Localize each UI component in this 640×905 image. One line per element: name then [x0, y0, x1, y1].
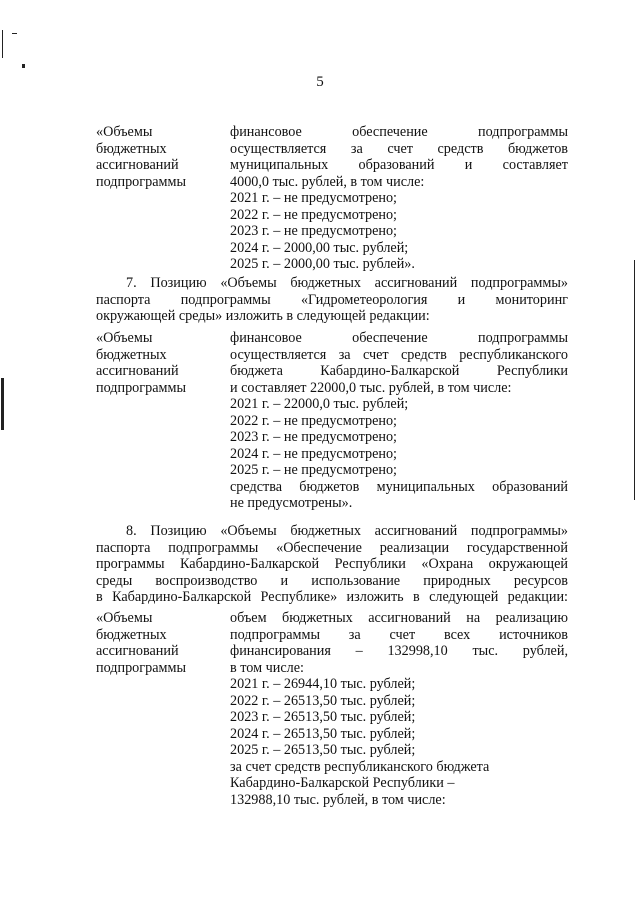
para-line: паспорта подпрограммы «Обеспечение реализации государственной [96, 539, 568, 556]
value-line: 2021 г. – не предусмотрено; [230, 190, 397, 206]
para-line: паспорта подпрограммы «Гидрометеорология и мониторинг [96, 291, 568, 308]
value-line: 2022 г. – не предусмотрено; [230, 412, 397, 429]
label-line: бюджетных [96, 346, 167, 363]
value-line: средства бюджетов муниципальных образований [230, 478, 568, 495]
value-line: осуществляется за счет средств республиканского [230, 346, 568, 363]
paragraph-8 [96, 523, 568, 606]
value-line: за счет средств республиканского бюджета [230, 758, 490, 775]
block2-label [96, 330, 186, 396]
scan-dash [12, 33, 17, 34]
scan-mark-top [2, 30, 3, 58]
value-line: 132988,10 тыс. рублей, в том числе: [230, 791, 446, 808]
value-line: осуществляется за счет средств бюджетов [230, 140, 568, 157]
label-line: бюджетных [96, 140, 167, 157]
value-line: 2021 г. – 22000,0 тыс. рублей; [230, 396, 409, 412]
block1-value [230, 124, 568, 273]
label-line: ассигнований [96, 363, 179, 379]
label-line: «Объемы [96, 124, 153, 140]
para-line: 8. Позицию «Объемы бюджетных ассигнований подпрограммы» [126, 523, 568, 539]
label-line: «Объемы [96, 330, 153, 346]
scan-mark-right [634, 260, 635, 500]
block3-value [230, 610, 568, 808]
value-line: и составляет 22000,0 тыс. рублей, в том числе: [230, 379, 512, 396]
value-line: 2024 г. – 26513,50 тыс. рублей; [230, 725, 416, 742]
block2-value [230, 330, 568, 512]
label-line: бюджетных [96, 626, 167, 643]
label-line: подпрограммы [96, 173, 186, 190]
value-line: 2025 г. – 2000,00 тыс. рублей». [230, 256, 415, 272]
value-line: Кабардино-Балкарской Республики – [230, 775, 455, 791]
value-line: 2024 г. – не предусмотрено; [230, 445, 397, 462]
label-line: подпрограммы [96, 659, 186, 676]
page-number: 5 [316, 74, 324, 90]
value-line: муниципальных образований и составляет [230, 157, 568, 173]
label-line: подпрограммы [96, 379, 186, 396]
value-line: финансирования – 132998,10 тыс. рублей, [230, 643, 568, 659]
value-line: 2021 г. – 26944,10 тыс. рублей; [230, 676, 416, 692]
value-line: в том числе: [230, 659, 304, 676]
scan-mark-left [1, 378, 4, 430]
value-line: не предусмотрены». [230, 495, 353, 511]
label-line: «Объемы [96, 610, 153, 626]
para-line: в Кабардино-Балкарской Республике» изложить в следующей редакции: [96, 589, 568, 605]
scan-dot [22, 64, 25, 68]
value-line: финансовое обеспечение подпрограммы [230, 330, 568, 346]
value-line: объем бюджетных ассигнований на реализацию [230, 610, 568, 626]
value-line: 2023 г. – не предусмотрено; [230, 429, 397, 445]
value-line: 2022 г. – 26513,50 тыс. рублей; [230, 692, 416, 709]
value-line: подпрограммы за счет всех источников [230, 626, 568, 643]
value-line: 2025 г. – 26513,50 тыс. рублей; [230, 742, 416, 758]
label-line: ассигнований [96, 157, 179, 173]
para-line: среды воспроизводство и использование природных ресурсов [96, 572, 568, 589]
para-line: окружающей среды» изложить в следующей редакции: [96, 308, 430, 324]
value-line: 4000,0 тыс. рублей, в том числе: [230, 173, 425, 190]
value-line: 2023 г. – 26513,50 тыс. рублей; [230, 709, 416, 725]
label-line: ассигнований [96, 643, 179, 659]
paragraph-7 [96, 275, 568, 325]
value-line: 2025 г. – не предусмотрено; [230, 462, 397, 478]
value-line: 2024 г. – 2000,00 тыс. рублей; [230, 239, 409, 256]
value-line: бюджета Кабардино-Балкарской Республики [230, 363, 568, 379]
para-line: программы Кабардино-Балкарской Республики «Охрана окружающей [96, 556, 568, 572]
block3-label [96, 610, 186, 676]
value-line: 2023 г. – не предусмотрено; [230, 223, 397, 239]
value-line: финансовое обеспечение подпрограммы [230, 124, 568, 140]
para-line: 7. Позицию «Объемы бюджетных ассигнований подпрограммы» [126, 275, 568, 291]
value-line: 2022 г. – не предусмотрено; [230, 206, 397, 223]
block1-label [96, 124, 186, 190]
